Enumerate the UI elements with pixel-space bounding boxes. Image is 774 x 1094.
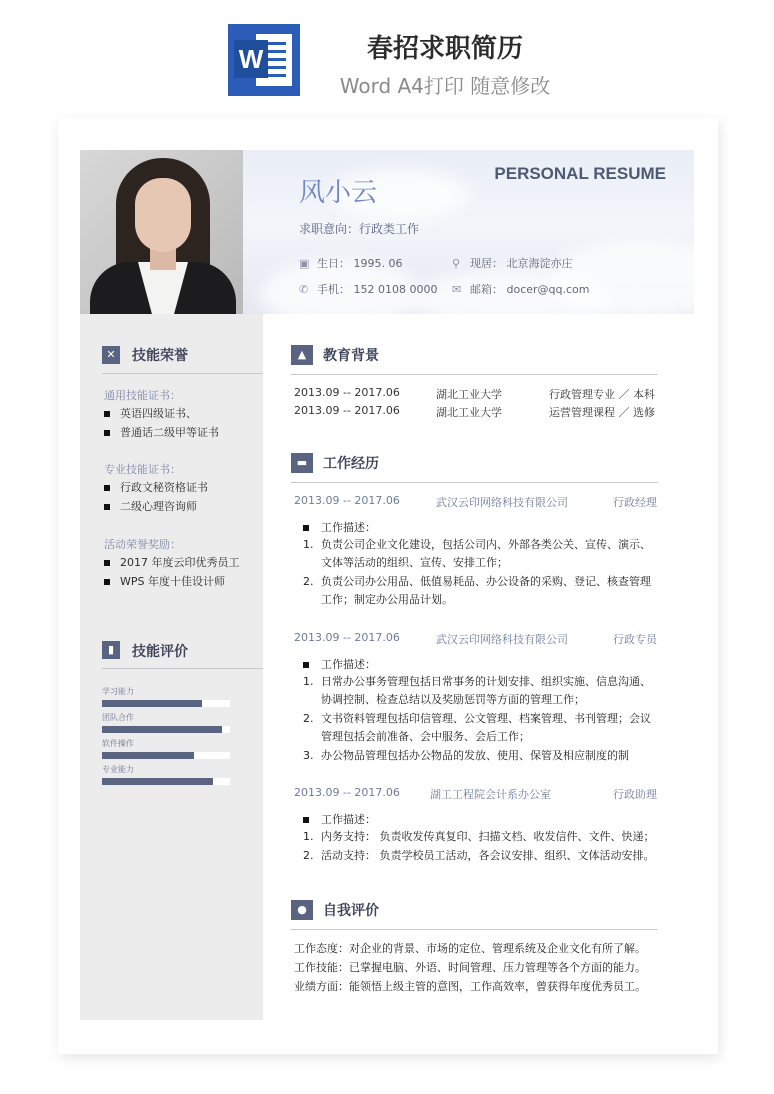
list-item: 2. 文书资料管理包括印信管理、公文管理、档案管理、书刊管理；会议管理包括会前准备、会中服务、会后工作； xyxy=(303,712,651,743)
word-icon: W xyxy=(228,24,300,96)
skill-bar-fill xyxy=(102,778,213,785)
phone-info: ✆ 手机： 152 0108 0000 xyxy=(299,283,438,296)
list-item: 2017 年度云印优秀员工 xyxy=(104,554,240,570)
banner xyxy=(0,0,774,115)
location-pin-icon: ⚲ xyxy=(452,257,461,270)
skill-bar-track xyxy=(102,700,230,707)
skill-bar-fill xyxy=(102,726,222,733)
job-desc-label: 工作描述： xyxy=(303,656,376,672)
bar-chart-icon: ▮ xyxy=(102,641,120,659)
list-item: 二级心理咨询师 xyxy=(104,498,197,514)
skill-label: 软件操作 xyxy=(102,739,134,748)
resume-header xyxy=(80,150,694,314)
skill-bar-fill xyxy=(102,700,202,707)
briefcase-icon: ▬ xyxy=(291,453,313,473)
list-item: 3. 办公物品管理包括办公物品的发放、使用、保管及相应制度的制 xyxy=(303,749,629,762)
skills-title: 技能评价 xyxy=(132,644,188,660)
self-eval-line: 业绩方面：能领悟上级主管的意图，工作高效率，曾获得年度优秀员工。 xyxy=(294,980,646,993)
list-item: 1. 内务支持： 负责收发传真复印、扫描文档、收发信件、文件、快递； xyxy=(303,830,655,843)
pro-cert-label: 专业技能证书： xyxy=(104,463,181,476)
phone-icon: ✆ xyxy=(299,283,309,296)
job-intent: 求职意向：行政类工作 xyxy=(299,222,420,236)
tools-icon: ✕ xyxy=(102,346,120,364)
calendar-icon: ▣ xyxy=(299,257,310,270)
self-eval-line: 工作技能：已掌握电脑、外语、时间管理、压力管理等各个方面的能力。 xyxy=(294,961,646,974)
skill-bar-fill xyxy=(102,752,194,759)
education-title: 教育背景 xyxy=(323,348,379,364)
sidebar xyxy=(80,314,263,1020)
skill-bar-track xyxy=(102,752,230,759)
mail-icon: ✉ xyxy=(452,283,462,296)
skill-bar-track xyxy=(102,726,230,733)
job-desc-label: 工作描述： xyxy=(303,519,376,535)
person-icon: ● xyxy=(291,900,313,920)
banner-title: 春招求职简历 xyxy=(366,34,523,64)
graduation-cap-icon: ▲ xyxy=(291,345,313,365)
list-item: 2. 负责公司办公用品、低值易耗品、办公设备的采购、登记、核查管理工作；制定办公用品计划。 xyxy=(303,575,651,606)
self-eval-line: 工作态度：对企业的背景、市场的定位、管理系统及企业文化有所了解。 xyxy=(294,942,646,955)
skill-label: 学习能力 xyxy=(102,687,134,696)
list-item: WPS 年度十佳设计师 xyxy=(104,573,225,589)
list-item: 英语四级证书、 xyxy=(104,405,197,421)
main-column: ▲ 教育背景 2013.09 -- 2017.06 湖北工业大学 行政管理专业 ／ 本科 2013.09 -- 2017.06 湖北工业大学 运营管理课程 ／ 选修 ▬ 工作经历 2013.09 -- 2017.06 武汉云印网络科技有限公司 行政经理 工作描述： 1. 负责公司企业文化建设，包括公司内、外部各类公关、宣传、演示、文体等活动的组织、宣传、安排工作； 2. 负责公司办公用品、低值易耗品、办公设备的采购、登记、核查管理工作；制定办公用品计划。 2013.09 -- 2017.06 武汉云印网络科技有限公司 行政专员 工作描述： 1. 日常办公事务管理包括日常事务的计划安排、组织实施、信息沟通、协调控制、检查总结以及奖励惩罚等方面的管理工作； 2. 文书资料管理包括印信管理、公文管理、档案管理、书刊管理；会议管理包括会前准备、会中服务、会后工作； 3. 办公物品管理包括办公物品的发放、使用、保管及相应制度的制 2013.09 -- 2017.06 湖工工程院会计系办公室 行政助理 工作描述： 1. 内务支持： 负责收发传真复印、扫描文档、收发信件、文件、快递； 2. 活动支持： 负责学校员工活动，各会议安排、组织、文体活动安排。 ● 自我评价 工作态度：对企业的背景、市场的定位、管理系统及企业文化有所了解。 工作技能：已掌握电脑、外语、时间管理、压力管理等各个方面的能力。 业绩方面：能领悟上级主管的意图，工作高效率，曾获得年度优秀员工。 xyxy=(263,314,694,1020)
email-info: ✉ 邮箱： docer@qq.com xyxy=(452,283,590,296)
list-item: 行政文秘资格证书 xyxy=(104,479,208,495)
skill-label: 团队合作 xyxy=(102,713,134,722)
banner-subtitle: Word A4打印 随意修改 xyxy=(339,74,551,98)
profile-photo xyxy=(80,150,243,314)
candidate-name: 风小云 xyxy=(299,178,378,208)
birth-info: ▣ 生日： 1995. 06 xyxy=(299,257,403,270)
job-desc-label: 工作描述： xyxy=(303,811,376,827)
general-cert-label: 通用技能证书： xyxy=(104,389,181,402)
list-item: 1. 日常办公事务管理包括日常事务的计划安排、组织实施、信息沟通、协调控制、检查总结以及奖励惩罚等方面的管理工作； xyxy=(303,675,651,706)
work-title: 工作经历 xyxy=(323,456,379,472)
personal-resume-heading: PERSONAL RESUME xyxy=(494,164,666,183)
award-label: 活动荣誉奖励： xyxy=(104,538,181,551)
location-info: ⚲ 现居： 北京海淀亦庄 xyxy=(452,257,573,270)
self-eval-title: 自我评价 xyxy=(323,903,379,919)
skill-label: 专业能力 xyxy=(102,765,134,774)
list-item: 1. 负责公司企业文化建设，包括公司内、外部各类公关、宣传、演示、文体等活动的组织、宣传、安排工作； xyxy=(303,538,651,569)
list-item: 普通话二级甲等证书 xyxy=(104,424,219,440)
list-item: 2. 活动支持： 负责学校员工活动，各会议安排、组织、文体活动安排。 xyxy=(303,849,655,862)
skill-bar-track xyxy=(102,778,230,785)
honors-title: 技能荣誉 xyxy=(132,348,188,364)
